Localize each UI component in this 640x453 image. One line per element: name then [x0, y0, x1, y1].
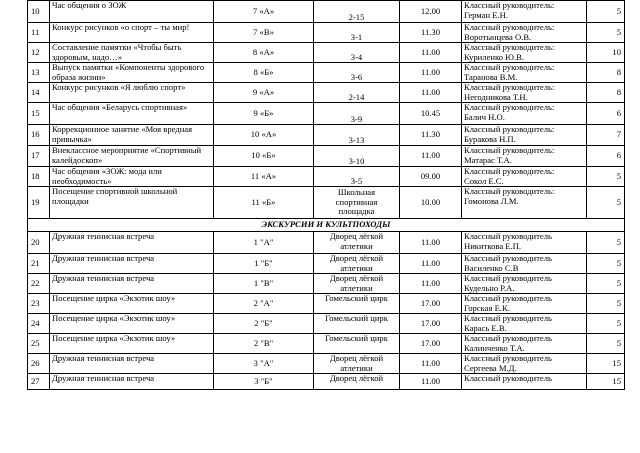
event-time: 17.00: [400, 314, 462, 334]
event-time: 11.00: [400, 354, 462, 374]
responsible-name: Гомонова Л.М.: [464, 195, 519, 206]
responsible-person: [462, 274, 587, 294]
responsible-role: Классный руководитель: [464, 353, 552, 363]
participant-count: 7: [587, 125, 625, 146]
event-name: Дружная теннисная встреча: [50, 374, 214, 390]
responsible-person: [462, 125, 587, 146]
class-name: 7 «В»: [214, 23, 314, 43]
event-place-line: Гомельский цирк: [325, 313, 388, 323]
event-time: 17.00: [400, 334, 462, 354]
table-row: [28, 274, 625, 294]
event-name: Внеклассное мероприятие «Спортивный калейдоскоп»: [50, 146, 214, 167]
event-name: Коррекционное занятие «Моя вредная привычка»: [50, 125, 214, 146]
row-number: 14: [28, 83, 50, 103]
class-name: 1 "А": [214, 232, 314, 254]
class-name: 10 «Б»: [214, 146, 314, 167]
event-time: 11.00: [400, 83, 462, 103]
row-number: 16: [28, 125, 50, 146]
class-name: 9 «А»: [214, 83, 314, 103]
responsible-name: Василенко С.В: [464, 262, 519, 273]
participant-count: 5: [587, 314, 625, 334]
event-place-line: Школьная: [337, 187, 376, 198]
responsible-name: Сергеева М.Д.: [464, 362, 517, 373]
event-place: 3-9: [314, 103, 400, 125]
participant-count: 5: [587, 294, 625, 314]
responsible-person: [462, 334, 587, 354]
table-row: [28, 374, 625, 390]
class-name: 8 «Б»: [214, 63, 314, 83]
responsible-role: Классный руководитель:: [464, 102, 555, 112]
section-row: [28, 219, 625, 232]
event-place: 3-6: [314, 63, 400, 83]
table-row: [28, 103, 625, 125]
table-row: [28, 23, 625, 43]
participant-count: 5: [587, 334, 625, 354]
responsible-role: Классный руководитель:: [464, 186, 555, 196]
row-number: 11: [28, 23, 50, 43]
event-place: [314, 294, 400, 314]
event-name: Посещение спортивной школьной площадки: [50, 187, 214, 219]
responsible-name: Негодникова Т.Н.: [464, 91, 528, 102]
event-place: 3-1: [314, 23, 400, 43]
event-time: 11.00: [400, 146, 462, 167]
class-name: 8 «А»: [214, 43, 314, 63]
event-place: [314, 254, 400, 274]
event-place: 3-5: [314, 167, 400, 187]
responsible-person: [462, 354, 587, 374]
responsible-person: [462, 1, 587, 23]
event-time: 09.00: [400, 167, 462, 187]
responsible-person: [462, 103, 587, 125]
event-name: Выпуск памятки «Компоненты здорового образа жизни»: [50, 63, 214, 83]
event-place: [314, 374, 400, 390]
event-name: Посещение цирка «Экзотик шоу»: [50, 334, 214, 354]
event-place-line: Дворец лёгкой: [329, 253, 384, 263]
table-row: [28, 294, 625, 314]
participant-count: 15: [587, 374, 625, 390]
participant-count: 8: [587, 63, 625, 83]
row-number: 26: [28, 354, 50, 374]
event-time: 11.00: [400, 274, 462, 294]
participant-count: 5: [587, 187, 625, 219]
event-place-line: Дворец лёгкой: [329, 373, 384, 383]
responsible-person: [462, 232, 587, 254]
responsible-name: Буракова Н.П.: [464, 133, 516, 144]
class-name: 7 «А»: [214, 1, 314, 23]
responsible-name: Герман Е.Н.: [464, 9, 508, 20]
row-number: 23: [28, 294, 50, 314]
responsible-person: [462, 374, 587, 390]
class-name: 2 "В": [214, 334, 314, 354]
events-table: [27, 0, 625, 390]
row-number: 13: [28, 63, 50, 83]
table-row: [28, 167, 625, 187]
row-number: 25: [28, 334, 50, 354]
responsible-role: Классный руководитель:: [464, 82, 555, 92]
event-place-line: Гомельский цирк: [325, 293, 388, 303]
event-place: [314, 232, 400, 254]
event-place: 2-15: [314, 1, 400, 23]
event-place-line: Дворец лёгкой: [329, 231, 384, 241]
event-place: 2-14: [314, 83, 400, 103]
event-place-line: атлетики: [340, 262, 373, 273]
responsible-person: [462, 23, 587, 43]
event-place: [314, 187, 400, 219]
responsible-name: Матарас Т.А.: [464, 154, 512, 165]
table-row: [28, 125, 625, 146]
responsible-role: Классный руководитель: [464, 313, 552, 323]
responsible-role: Классный руководитель:: [464, 22, 555, 32]
event-place-line: Гомельский цирк: [325, 333, 388, 343]
responsible-name: Калинченко Т.А.: [464, 342, 525, 353]
document-page: [27, 0, 624, 390]
responsible-name: Куриленко Ю.В.: [464, 51, 525, 62]
event-place: 3-4: [314, 43, 400, 63]
table-row: [28, 232, 625, 254]
event-place: 3-10: [314, 146, 400, 167]
event-time: 11.30: [400, 23, 462, 43]
event-name: Составление памятки «Чтобы быть здоровым, надо…»: [50, 43, 214, 63]
event-name: Дружная теннисная встреча: [50, 274, 214, 294]
row-number: 10: [28, 1, 50, 23]
row-number: 24: [28, 314, 50, 334]
responsible-name: Кудельно Р.А.: [464, 282, 515, 293]
event-name: Час общения о ЗОЖ: [50, 1, 214, 23]
table-row: [28, 1, 625, 23]
responsible-role: Классный руководитель:: [464, 42, 555, 52]
table-row: [28, 146, 625, 167]
event-time: 12.00: [400, 1, 462, 23]
event-time: 11.00: [400, 63, 462, 83]
event-place-line: атлетики: [340, 362, 373, 373]
event-name: Дружная теннисная встреча: [50, 232, 214, 254]
table-row: [28, 43, 625, 63]
row-number: 21: [28, 254, 50, 274]
event-name: Дружная теннисная встреча: [50, 354, 214, 374]
responsible-person: [462, 314, 587, 334]
participant-count: 5: [587, 23, 625, 43]
class-name: 3 "А": [214, 354, 314, 374]
row-number: 27: [28, 374, 50, 390]
responsible-person: [462, 294, 587, 314]
responsible-person: [462, 83, 587, 103]
responsible-role: Классный руководитель:: [464, 166, 555, 176]
responsible-role: Классный руководитель: [464, 333, 552, 343]
responsible-name: Никиткова Е.П.: [464, 240, 522, 251]
participant-count: 6: [587, 103, 625, 125]
event-name: Посещение цирка «Экзотик шоу»: [50, 294, 214, 314]
event-place-line: атлетики: [340, 240, 373, 251]
responsible-person: [462, 187, 587, 219]
event-name: Конкурс рисунков «о спорт – ты мир!: [50, 23, 214, 43]
responsible-role: Классный руководитель:: [464, 62, 555, 72]
responsible-name: Карась Е.В.: [464, 322, 507, 333]
event-place: [314, 334, 400, 354]
row-number: 20: [28, 232, 50, 254]
participant-count: 8: [587, 83, 625, 103]
row-number: 12: [28, 43, 50, 63]
participant-count: 5: [587, 274, 625, 294]
row-number: 19: [28, 187, 50, 219]
participant-count: 5: [587, 232, 625, 254]
event-name: Конкурс рисунков «Я люблю спорт»: [50, 83, 214, 103]
row-number: 18: [28, 167, 50, 187]
event-name: Дружная теннисная встреча: [50, 254, 214, 274]
participant-count: 10: [587, 43, 625, 63]
event-name: Посещение цирка «Экзотик шоу»: [50, 314, 214, 334]
responsible-name: Горская Е.К.: [464, 302, 510, 313]
class-name: 11 «А»: [214, 167, 314, 187]
event-place-line: площадка: [338, 206, 375, 217]
event-place: 3-13: [314, 125, 400, 146]
responsible-person: [462, 167, 587, 187]
event-place-line: спортивная: [335, 196, 378, 207]
table-row: [28, 334, 625, 354]
participant-count: 6: [587, 146, 625, 167]
event-place-line: атлетики: [340, 282, 373, 293]
responsible-role: Классный руководитель: [464, 373, 552, 383]
row-number: 15: [28, 103, 50, 125]
responsible-role: Классный руководитель: [464, 231, 552, 241]
responsible-role: Классный руководитель:: [464, 145, 555, 155]
responsible-role: Классный руководитель:: [464, 0, 555, 10]
event-name: Час общения «Беларусь спортивная»: [50, 103, 214, 125]
responsible-person: [462, 146, 587, 167]
class-name: 3 "Б": [214, 374, 314, 390]
class-name: 9 «Б»: [214, 103, 314, 125]
event-place: [314, 354, 400, 374]
event-time: 17.00: [400, 294, 462, 314]
class-name: 2 "Б": [214, 314, 314, 334]
responsible-person: [462, 254, 587, 274]
participant-count: 15: [587, 354, 625, 374]
responsible-role: Классный руководитель:: [464, 124, 555, 134]
participant-count: 5: [587, 167, 625, 187]
table-row: [28, 254, 625, 274]
event-time: 11.00: [400, 43, 462, 63]
event-time: 11.00: [400, 232, 462, 254]
responsible-role: Классный руководитель: [464, 293, 552, 303]
responsible-person: [462, 43, 587, 63]
event-time: 11.00: [400, 374, 462, 390]
table-row: [28, 83, 625, 103]
table-row: [28, 354, 625, 374]
class-name: 1 "Б": [214, 254, 314, 274]
event-place-line: Дворец лёгкой: [329, 353, 384, 363]
class-name: 11 «Б»: [214, 187, 314, 219]
class-name: 10 «А»: [214, 125, 314, 146]
row-number: 22: [28, 274, 50, 294]
participant-count: 5: [587, 1, 625, 23]
table-row: [28, 63, 625, 83]
class-name: 2 "А": [214, 294, 314, 314]
row-number: 17: [28, 146, 50, 167]
section-title: ЭКСКУРСИИ И КУЛЬТПОХОДЫ: [28, 219, 625, 232]
event-name: Час общения «ЗОЖ: мода или необходимость»: [50, 167, 214, 187]
table-row: [28, 187, 625, 219]
class-name: 1 "В": [214, 274, 314, 294]
event-place-line: Дворец лёгкой: [329, 273, 384, 283]
events-table-body: [28, 1, 625, 390]
event-place: [314, 314, 400, 334]
event-place: [314, 274, 400, 294]
responsible-name: Таранова В.М.: [464, 71, 518, 82]
participant-count: 5: [587, 254, 625, 274]
responsible-name: Балич Н.О.: [464, 111, 505, 122]
responsible-role: Классный руководитель: [464, 273, 552, 283]
responsible-person: [462, 63, 587, 83]
event-time: 11.30: [400, 125, 462, 146]
table-row: [28, 314, 625, 334]
event-time: 11.00: [400, 254, 462, 274]
responsible-name: Воротынцева О.В.: [464, 31, 532, 42]
responsible-role: Классный руководитель: [464, 253, 552, 263]
event-time: 10.00: [400, 187, 462, 219]
responsible-name: Сокол Е.С.: [464, 175, 504, 186]
event-time: 10.45: [400, 103, 462, 125]
